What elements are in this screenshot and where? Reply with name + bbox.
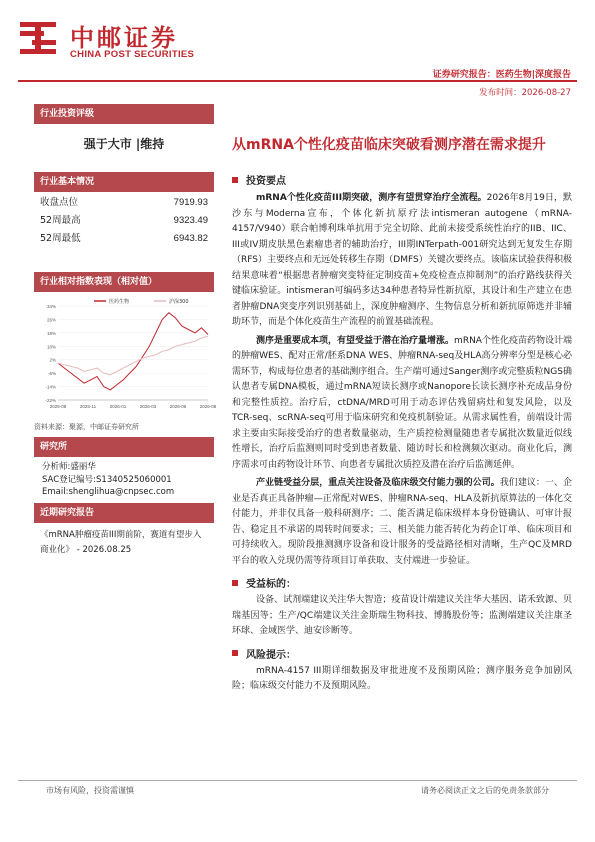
chart-x-tick-label: 2026-06 (169, 404, 187, 409)
chart-y-tick-label: -22% (45, 398, 56, 403)
footer-disclaimer-note: 请务必阅读正文之后的免责条款部分 (421, 786, 549, 795)
chart-legend-label: 医药生物 (109, 299, 130, 305)
company-logo-icon (18, 18, 58, 58)
basic-row-high: 52周最高 9323.49 (40, 215, 208, 226)
footer-risk-note: 市场有风险，投资需谨慎 (46, 786, 134, 795)
chart-y-tick-label: -6% (47, 371, 56, 377)
industry-rating: 强于大市 |维持 (83, 137, 165, 151)
chart-y-tick-label: 18% (46, 330, 56, 336)
brand-name-en: CHINA POST SECURITIES (70, 49, 195, 60)
bullet-square-icon (232, 177, 238, 183)
header-divider (18, 80, 577, 82)
report-type: 证券研究报告：医药生物|深度报告 (432, 70, 571, 80)
section-investment-points: 投资要点 (232, 172, 572, 187)
chart-y-tick-label: 34% (46, 304, 56, 309)
relative-index-chart (34, 296, 217, 416)
chart-series-line (58, 313, 208, 390)
brand-name-cn: 中邮证券 (70, 24, 178, 52)
section-beneficiaries: 受益标的： (232, 575, 572, 590)
chart-source: 资料来源：聚源，中邮证券研究所 (34, 423, 139, 431)
chart-x-tick-label: 2025-08 (49, 404, 67, 409)
chart-x-tick-label: 2026-01 (109, 404, 127, 409)
chart-y-tick-label: 10% (46, 344, 56, 350)
chart-y-tick-label: 26% (46, 317, 56, 323)
release-time: 发布时间：2026-08-27 (479, 88, 571, 98)
recent-report-link[interactable]: 《mRNA肿瘤疫苗III期前阶，赛道有望步入商业化》 - 2026.08.25 (40, 530, 202, 555)
footer-divider (18, 780, 577, 781)
chart-legend-label: 沪深300 (169, 299, 189, 305)
chart-series-line (58, 336, 208, 375)
bullet-square-icon (232, 580, 238, 586)
basic-info-list (34, 194, 214, 248)
paragraph-4: 设备、试剂端建议关注华大智造；疫苗设计端建议关注华大基因、诺禾致源、贝瑞基因等；生产/QC端建议关注金斯瑞生物科技、博腾股份等；监测端建议关注康圣环球、金域医学、迪安诊断等。 (232, 595, 572, 636)
chart-y-tick-label: 2% (49, 357, 56, 363)
chart-y-tick-label: -14% (45, 384, 56, 390)
section-risks: 风险提示： (232, 646, 572, 661)
analyst-sac: SAC登记编号:S1340525060001 (42, 474, 172, 485)
chart-x-tick-label: 2026-08 (199, 404, 217, 409)
paragraph-2: 测序是重要成本项，有望受益于潜在治疗量增涨。mRNA个性化疫苗药物设计端的肿瘤WES、配对正常/胚系DNA WES、肿瘤RNA-seq及HLA高分辨率分型是核心必需环节，构成每位患者的基础测序组合。生产端可通过Sanger测序或完整质粒NGS确认患者专属DNA模板，通过mRNA短读长测序或Nanopore长读长测序补充成品身份和完整性质控。治疗后，ctDNA/MRD可用于动态评估残留病灶和复发风险，以及TCR-seq、scRNA-seq可用于临床研究和免疫机制验证。从需求属性看，前端设计需求主要由实际接受治疗的患者数量驱动，生产质控检测量随患者专属批次数量近似线性增长，治疗后监测则同时受到患者数量、随访时长和检测频次驱动。商业化后，测序需求可由药物设计环节、向患者专属批次质控及潜在治疗后监测延伸。 (232, 335, 572, 470)
basic-section-header: 行业基本情况 (34, 172, 214, 192)
recent-section-header: 近期研究报告 (34, 503, 214, 523)
basic-row-close: 收盘点位 7919.93 (40, 197, 208, 208)
analyst-section-header: 研究所 (34, 437, 214, 457)
analyst-email: Email:shenglihua@cnpsec.com (42, 487, 175, 497)
analyst-name: 分析师:盛丽华 (42, 462, 96, 472)
basic-row-low: 52周最低 6943.82 (40, 233, 208, 244)
main-content (232, 172, 572, 695)
report-title: 从mRNA个性化疫苗临床突破看测序潜在需求提升 (232, 137, 546, 153)
analyst-info (34, 461, 214, 499)
bullet-square-icon (232, 650, 238, 656)
paragraph-1: mRNA个性化疫苗III期突破，测序有望贯穿治疗全流程。2026年8月19日，默沙东与Moderna宣布，个体化新抗原疗法intismeran autogene（mRNA-4157/V940）联合帕博利珠单抗用于完全切除、此前未接受系统性治疗的IIB、IIC、III或IV期皮肤黑色素瘤患者的辅助治疗，III期INTerpath-001研究达到无复发生存期（RFS）主要终点和无远处转移生存期（DMFS）关键次要终点。该临床试验获得积极结果意味着“根据患者肿瘤突变特征定制疫苗+免疫检查点抑制剂”的治疗路线获得关键临床验证。intismeran可编码多达34种患者特异性新抗原，其设计和生产建立在患者肿瘤DNA突变序列识别基础上，深度肿瘤测序、生物信息分析和新抗原筛选并非辅助环节，而是个体化疫苗生产流程的前置基础流程。 (232, 193, 572, 327)
chart-x-tick-label: 2025-11 (79, 404, 97, 409)
rating-section-header: 行业投资评级 (34, 104, 214, 124)
chart-section-header: 行业相对指数表现（相对值） (34, 272, 214, 292)
paragraph-5: mRNA-4157 III期详细数据及审批进度不及预期风险；测序服务竞争加剧风险；临床级交付能力不及预期风险。 (232, 665, 572, 691)
paragraph-3: 产业链受益分层，重点关注设备及临床级交付能力强的公司。我们建议：一、企业是否真正具备肿瘤—正常配对WES、肿瘤RNA-seq、HLA及新抗原算法的一体化交付能力，并非仅具备一般科研测序；二、能否满足临床级样本身份链确认、可审计报告、稳定且不承诺的周转时间要求；三、相关能力能否转化为药企订单、临床项目和可持续收入。现阶段推测测序设备和设计服务的受益路径相对清晰，生产QC及MRD平台的收入兑现仍需等待项目订单获取、支付端进一步验证。 (232, 478, 572, 566)
chart-x-tick-label: 2026-03 (139, 404, 157, 409)
